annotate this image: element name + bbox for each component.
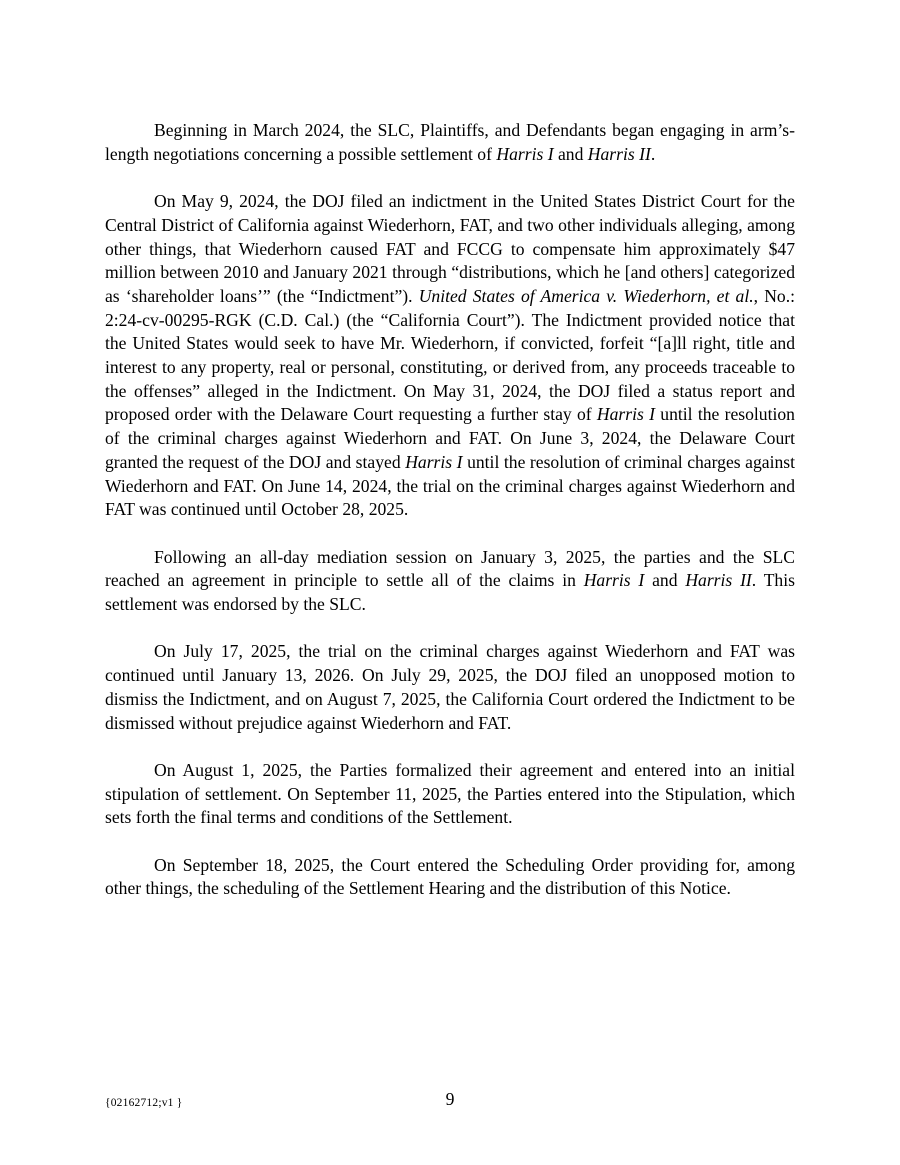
text-run-italic: Harris I — [405, 451, 463, 472]
text-run-italic: Harris I — [496, 143, 554, 164]
text-run: On August 1, 2025, the Parties formalized their agreement and entered into an initial stipulation of settlement. On September 11, 2025, the Parties entered into the Stipulation, which sets forth the final terms and conditions of the Settlement. — [105, 759, 795, 828]
paragraph — [105, 759, 795, 830]
text-run-italic: Harris I — [596, 404, 655, 425]
page-number: 9 — [445, 1089, 455, 1109]
text-run-italic: Harris II — [587, 143, 651, 164]
text-run: Beginning in March 2024, the SLC, Plaintiffs, and Defendants began engaging in arm’s-length negotiations concerning a possible settlement of — [105, 120, 795, 164]
paragraph — [105, 190, 795, 522]
text-run: . This settlement was endorsed by the SLC. — [105, 570, 795, 615]
text-run: , No.: 2:24-cv-00295-RGK (C.D. Cal.) (the “California Court”). The Indictment provided notice that the United States would seek to have Mr. Wiederhorn, if convicted, forfeit “[a]ll right, title and interest to any property, real or personal, constituting, or derived from, any proceeds traceable to the offenses” alleged in the Indictment. On May 31, 2024, the DOJ filed a status report and proposed order with the Delaware Court requesting a further stay of — [105, 285, 795, 425]
paragraph — [105, 119, 795, 166]
text-run: until the resolution of criminal charges against Wiederhorn and FAT. On June 14, 2024, the trial on the criminal charges against Wiederhorn and FAT was continued until October 28, 2025. — [105, 451, 795, 520]
document-body — [105, 119, 795, 901]
text-run: Following an all-day mediation session on January 3, 2025, the parties and the SLC reached an agreement in principle to settle all of the claims in — [105, 546, 795, 591]
paragraph — [105, 854, 795, 901]
paragraph — [105, 546, 795, 617]
text-run: until the resolution of the criminal charges against Wiederhorn and FAT. On June 3, 2024, the Delaware Court granted the request of the DOJ and stayed — [105, 404, 795, 472]
paragraph — [105, 640, 795, 735]
text-run: and — [644, 570, 686, 591]
text-run: . — [650, 143, 656, 164]
text-run: On July 17, 2025, the trial on the criminal charges against Wiederhorn and FAT was continued until January 13, 2026. On July 29, 2025, the DOJ filed an unopposed motion to dismiss the Indictment, and on August 7, 2025, the California Court ordered the Indictment to be dismissed without prejudice against Wiederhorn and FAT. — [105, 641, 795, 733]
page-footer — [0, 1089, 900, 1119]
text-run-italic: Harris I — [583, 570, 645, 591]
text-run-italic: Harris II — [685, 570, 752, 591]
text-run: On September 18, 2025, the Court entered the Scheduling Order providing for, among other things, the scheduling of the Settlement Hearing and the distribution of this Notice. — [105, 854, 795, 899]
text-run: On May 9, 2024, the DOJ filed an indictment in the United States District Court for the Central District of California against Wiederhorn, FAT, and two other individuals alleging, among other things, that Wiederhorn caused FAT and FCCG to compensate him approximately $47 million between 2010 and January 2021 through “distributions, which he [and others] categorized as ‘shareholder loans’” (the “Indictment”). — [105, 191, 795, 306]
text-run: and — [553, 143, 588, 164]
text-run-italic: United States of America v. Wiederhorn, et al. — [418, 285, 754, 306]
document-id-stamp: {02162712;v1 } — [105, 1097, 183, 1109]
